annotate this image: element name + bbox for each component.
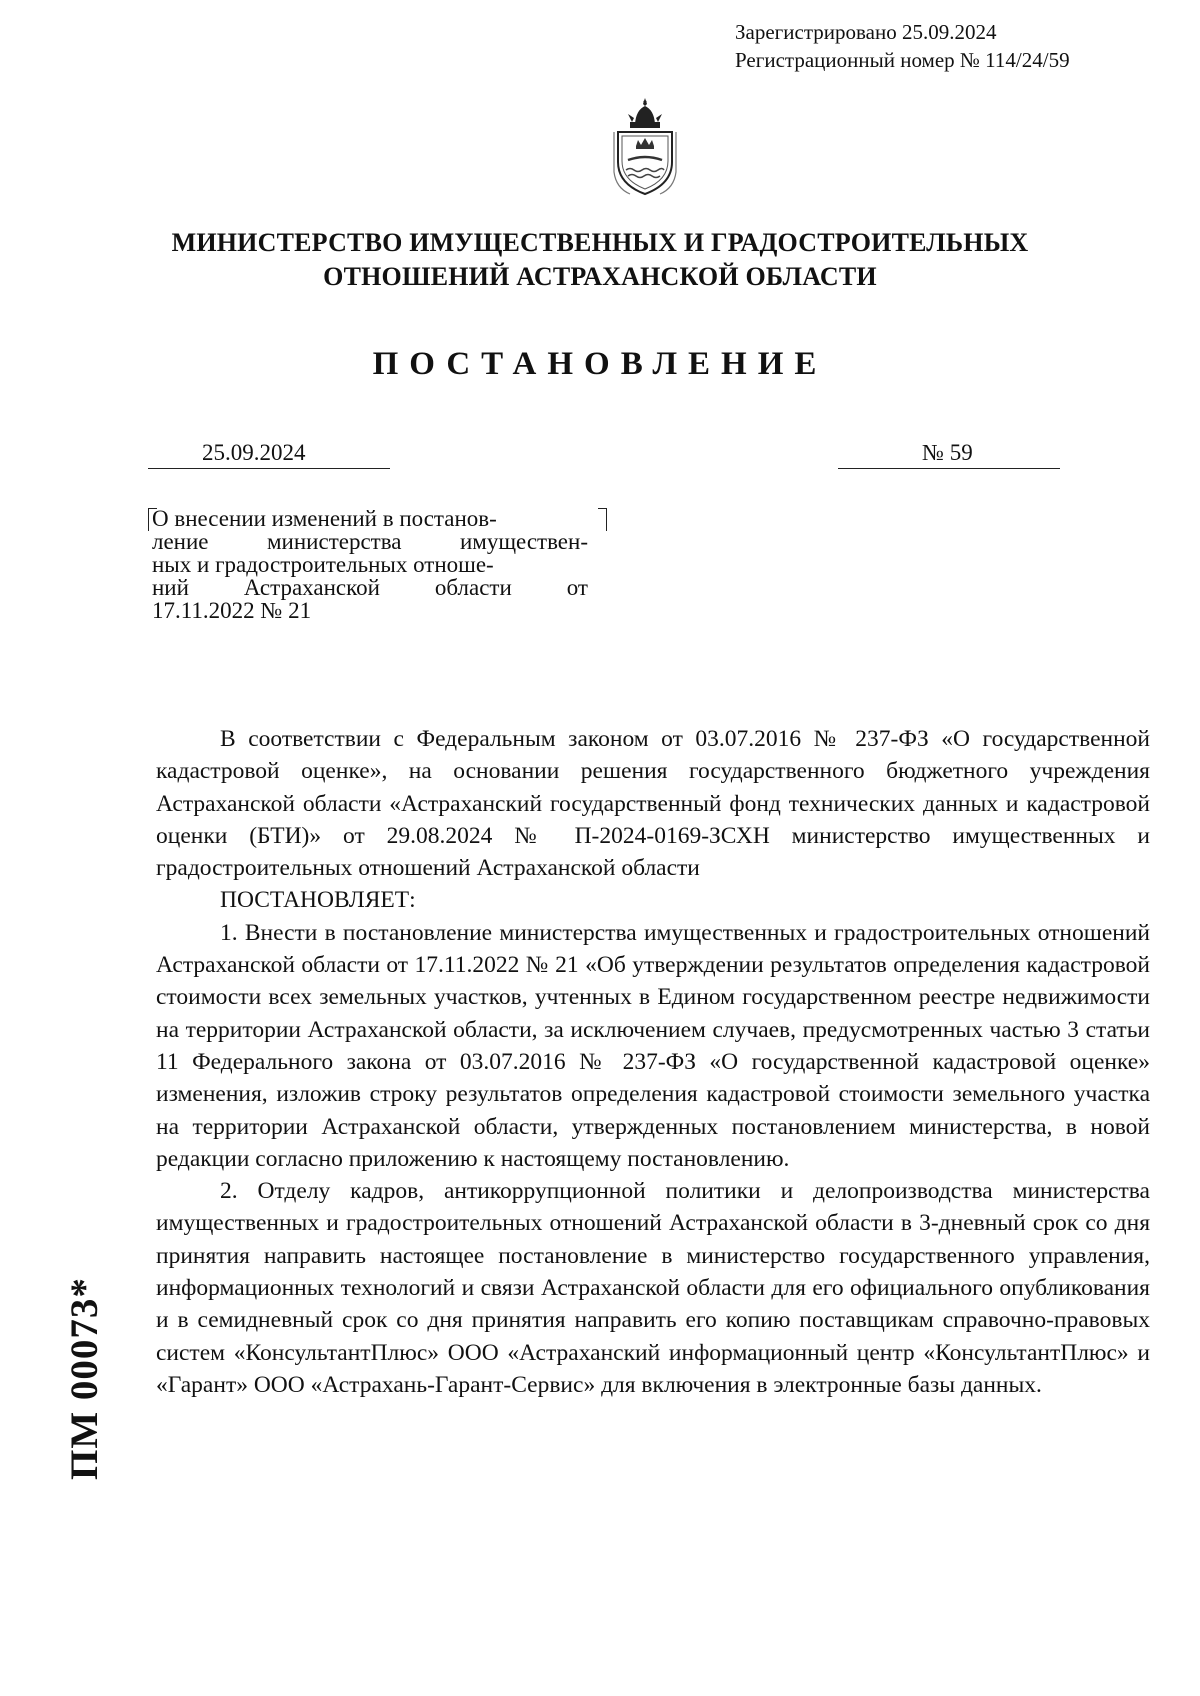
document-number: № 59 — [838, 438, 1060, 469]
document-subject — [152, 507, 588, 622]
decree-word: ПОСТАНОВЛЯЕТ: — [220, 887, 416, 914]
side-document-code: ПМ 00073* — [63, 1277, 106, 1480]
ministry-name — [0, 226, 1200, 294]
subject-word: министерства — [267, 529, 402, 554]
subject-word: ление — [152, 529, 209, 554]
subject-line — [152, 530, 588, 553]
subject-word: области — [434, 575, 512, 600]
item-2-paragraph: 2. Отделу кадров, антикоррупционной политики и делопроизводства министерства имущественных и градостроительных отношений Астраханской области в 3-дневный срок со дня принятия направить настоящее постановление в министерство государственного управления, информационных технологий и связи Астраханской области для его официального опубликования и в семидневный срок со дня принятия направить его копию поставщикам справочно-правовых систем «КонсультантПлюс» ООО «Астраханский информационный центр «КонсультантПлюс» и «Гарант» ООО «Астрахань-Гарант-Сервис» для включения в электронные базы данных. — [156, 1178, 1150, 1398]
ministry-name-line1: МИНИСТЕРСТВО ИМУЩЕСТВЕННЫХ И ГРАДОСТРОИТЕЛЬНЫХ — [171, 228, 1029, 257]
astrakhan-coat-of-arms-icon — [610, 96, 680, 200]
subject-word: имуществен- — [459, 529, 588, 554]
item-1-paragraph: 1. Внести в постановление министерства имущественных и градостроительных отношений Астраханской области от 17.11.2022 № 21 «Об утверждении результатов определения кадастровой стоимости всех земельных участков, учтенных в Едином государственном реестре недвижимости на территории Астраханской области, за исключением случаев, предусмотренных частью 3 статьи 11 Федерального закона от 03.07.2016 № 237-ФЗ «О государственной кадастровой оценке» изменения, изложив строку результатов определения кадастровой стоимости земельного участка на территории Астраханской области, утвержденных постановлением министерства, в новой редакции согласно приложению к настоящему постановлению. — [156, 919, 1150, 1172]
subject-line — [152, 507, 588, 530]
registered-date-line: Зарегистрировано 25.09.2024 — [735, 20, 997, 44]
subject-line — [152, 576, 588, 599]
document-body — [156, 723, 1150, 1401]
subject-bracket-right — [598, 508, 607, 531]
preamble-paragraph: В соответствии с Федеральным законом от 03.07.2016 № 237-ФЗ «О государственной кадастровой оценке», на основании решения государственного бюджетного учреждения Астраханской области «Астраханский государственный фонд технических данных и кадастровой оценки (БТИ)» от 29.08.2024 № П-2024-0169-ЗСХН министерство имущественных и градостроительных отношений Астраханской области — [156, 726, 1150, 882]
subject-word: Астраханской — [243, 575, 380, 600]
subject-word: ных и градостроительных отноше- — [152, 552, 494, 577]
registration-stamp — [735, 18, 1070, 74]
subject-word: 17.11.2022 № 21 — [152, 598, 312, 623]
registration-number-line: Регистрационный номер № 114/24/59 — [735, 48, 1070, 72]
document-type-title: ПОСТАНОВЛЕНИЕ — [372, 346, 828, 382]
document-date: 25.09.2024 — [148, 438, 390, 469]
subject-word: ний — [152, 575, 189, 600]
subject-line — [152, 599, 588, 622]
subject-word: от — [566, 575, 588, 600]
subject-word: О внесении изменений в постанов- — [152, 506, 497, 531]
ministry-name-line2: ОТНОШЕНИЙ АСТРАХАНСКОЙ ОБЛАСТИ — [323, 262, 877, 291]
subject-line — [152, 553, 588, 576]
